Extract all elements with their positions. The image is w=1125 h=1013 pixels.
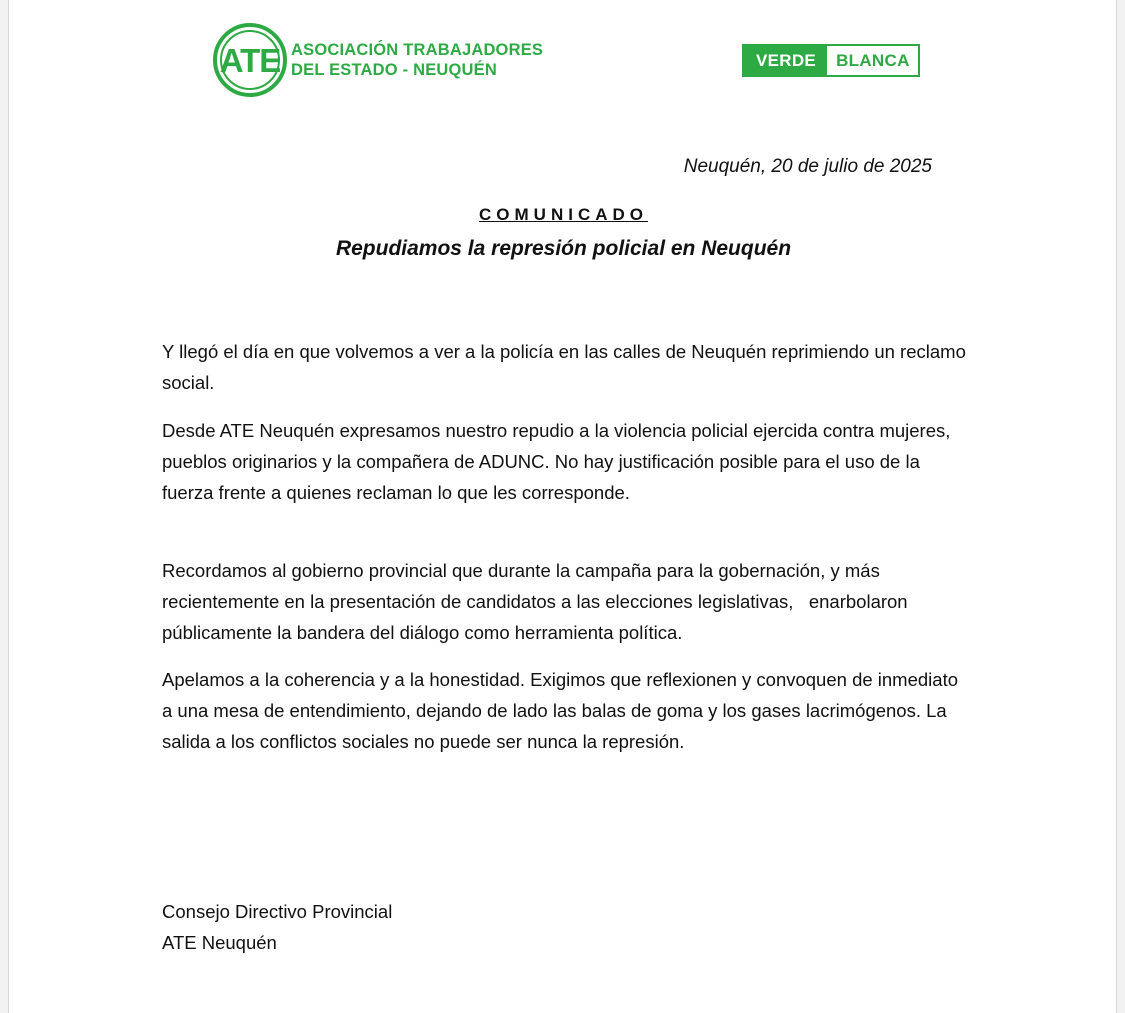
paragraph-4: Apelamos a la coherencia y a la honestidad. Exigimos que reflexionen y convoquen de inmediato a una mesa de entendimiento, dejando de lado las balas de goma y los gases lacrimógenos. La salida a los conflictos sociales no puede ser nunca la represión. bbox=[162, 669, 958, 752]
paragraph-1: Y llegó el día en que volvemos a ver a la policía en las calles de Neuquén reprimiendo un reclamo social. bbox=[162, 341, 966, 393]
signature-line1: Consejo Directivo Provincial bbox=[162, 901, 393, 922]
paragraph-2: Desde ATE Neuquén expresamos nuestro repudio a la violencia policial ejercida contra mujeres, pueblos originarios y la compañera de ADUNC. No hay justificación posible para el uso de la fuerza frente a quienes reclaman lo que les corresponde. bbox=[162, 420, 951, 503]
document-label: COMUNICADO bbox=[479, 205, 648, 224]
verde-blanca-logo bbox=[742, 44, 920, 77]
organization-name bbox=[291, 40, 543, 80]
organization-name-line2: DEL ESTADO - NEUQUÉN bbox=[291, 61, 497, 79]
verde-label: VERDE bbox=[744, 46, 827, 75]
blanca-label: BLANCA bbox=[827, 46, 918, 75]
document-title: Repudiamos la represión policial en Neuquén bbox=[335, 237, 792, 260]
paragraph-3: Recordamos al gobierno provincial que durante la campaña para la gobernación, y más recientemente en la presentación de candidatos a las elecciones legislativas, enarbolaron públicamente la bandera del diálogo como herramienta política. bbox=[162, 560, 913, 643]
signature-block bbox=[162, 896, 392, 958]
ate-logo-lettering: ATE bbox=[219, 42, 281, 79]
organization-name-line1: ASOCIACIÓN TRABAJADORES bbox=[291, 41, 544, 59]
signature-line2: ATE Neuquén bbox=[162, 932, 277, 953]
document-date: Neuquén, 20 de julio de 2025 bbox=[683, 156, 932, 177]
document-page bbox=[8, 0, 1117, 1013]
ate-logo-icon bbox=[212, 22, 288, 98]
